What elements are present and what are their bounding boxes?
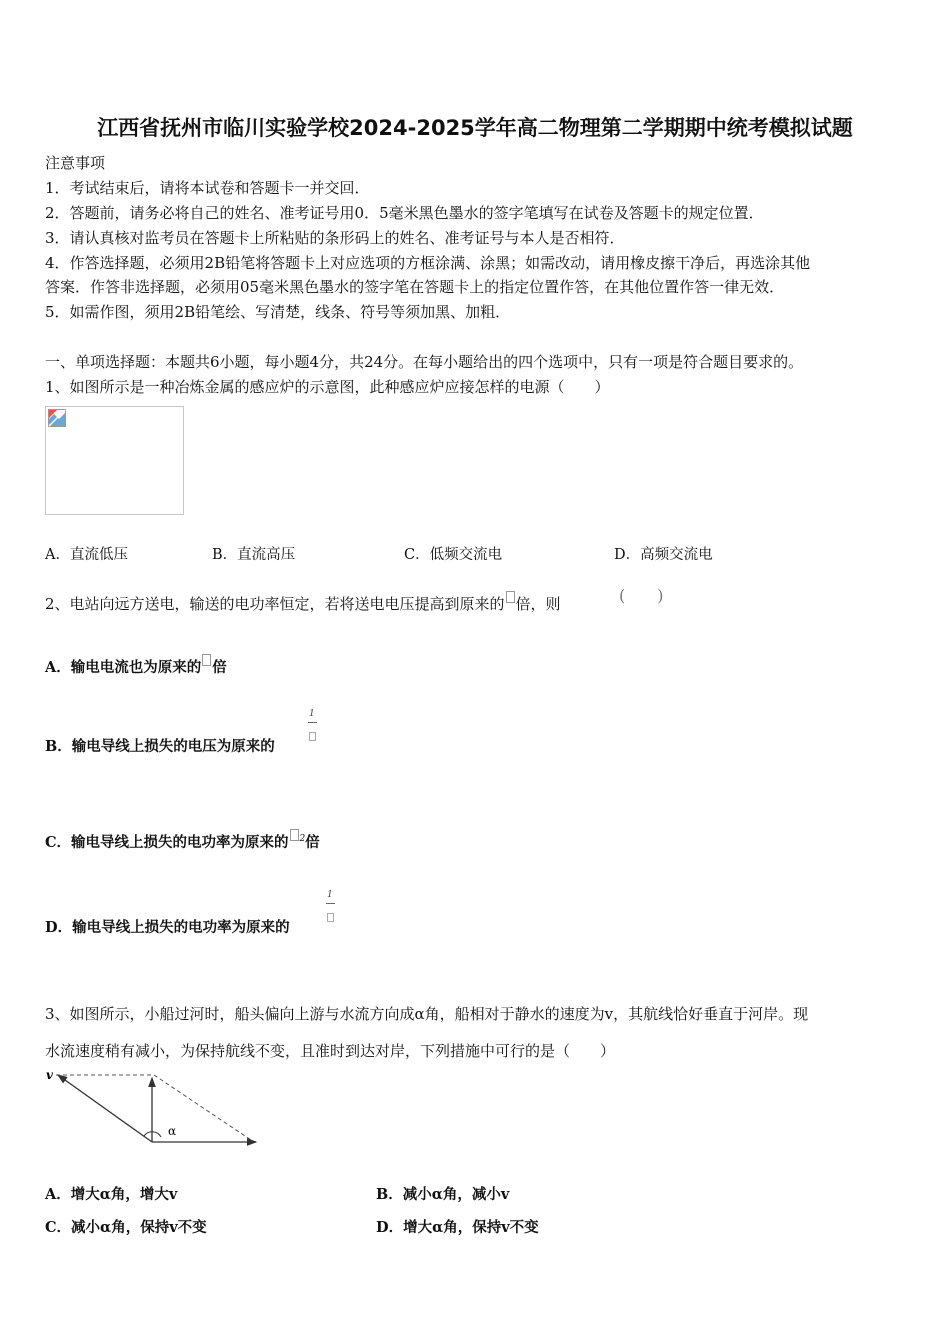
q2-option-b-fraction-num: 1 bbox=[309, 709, 315, 719]
label-v: v bbox=[46, 1068, 53, 1082]
notice-item-2: 2．答题前，请务必将自己的姓名、准考证号用0．5毫米黑色墨水的签字笔填写在试卷及答题卡的规定位置． bbox=[45, 204, 764, 222]
q2-option-c-exponent: 2 bbox=[299, 834, 306, 845]
q2-n-placeholder bbox=[506, 591, 515, 603]
notice-heading: 注意事项 bbox=[45, 154, 106, 172]
q3-stem-line-1: 3、如图所示，小船过河时，船头偏向上游与水流方向成α角，船相对于静水的速度为v，其航线恰好垂直于河岸。现 bbox=[45, 1005, 809, 1023]
q1-option-b: B．直流高压 bbox=[212, 547, 296, 563]
q2-option-d-fraction-num: 1 bbox=[327, 890, 333, 900]
q2-option-b: B．输电导线上损失的电压为原来的 bbox=[45, 738, 275, 755]
q2-option-c-text: C．输电导线上损失的电功率为原来的 bbox=[45, 834, 289, 851]
q2-option-c-suffix: 倍 bbox=[305, 834, 320, 851]
q2-stem-text-a: 2、电站向远方送电，输送的电功率恒定，若将送电电压提高到原来的 bbox=[45, 595, 505, 613]
q3-stem-line-2: 水流速度稍有减小，为保持航线不变，且准时到达对岸，下列措施中可行的是（ ） bbox=[45, 1042, 616, 1060]
q1-stem: 1、如图所示是一种冶炼金属的感应炉的示意图，此种感应炉应接怎样的电源（ ） bbox=[45, 378, 610, 396]
q2-option-c bbox=[45, 829, 320, 852]
notice-item-5: 5．如需作图，须用2B铅笔绘、写清楚，线条、符号等须加黑、加粗． bbox=[45, 303, 511, 321]
q2-option-a bbox=[45, 654, 227, 677]
notice-item-4-cont: 答案．作答非选择题，必须用05毫米黑色墨水的签字笔在答题卡上的指定位置作答，在其他位置作答一律无效． bbox=[45, 278, 785, 296]
q2-option-d-fraction-den bbox=[327, 907, 334, 926]
q1-option-d: D．高频交流电 bbox=[614, 547, 713, 563]
label-alpha: α bbox=[168, 1124, 177, 1138]
q2-stem-text-b: 倍，则 bbox=[515, 595, 561, 613]
q1-option-c: C．低频交流电 bbox=[404, 547, 503, 563]
q2-answer-paren: ( ) bbox=[619, 586, 664, 605]
q2-option-b-fraction-bar bbox=[308, 722, 317, 723]
notice-item-4: 4．作答选择题，必须用2B铅笔将答题卡上对应选项的方框涂满、涂黑；如需改动，请用橡皮擦干净后，再选涂其他 bbox=[45, 254, 811, 272]
q2-option-a-placeholder bbox=[202, 654, 211, 666]
broken-image-icon bbox=[48, 409, 66, 427]
page-title: 江西省抚州市临川实验学校2024-2025学年高二物理第二学期期中统考模拟试题 bbox=[97, 116, 853, 140]
q2-option-a-suffix: 倍 bbox=[212, 659, 227, 676]
q3-option-c: C．减小α角，保持v不变 bbox=[45, 1219, 207, 1236]
q3-velocity-diagram bbox=[44, 1065, 264, 1150]
q3-option-b: B．减小α角，减小v bbox=[376, 1186, 510, 1203]
q3-option-a: A．增大α角，增大v bbox=[45, 1186, 178, 1203]
q2-option-a-text: A．输电电流也为原来的 bbox=[45, 659, 202, 676]
q2-stem bbox=[45, 591, 561, 614]
notice-item-3: 3．请认真核对监考员在答题卡上所粘贴的条形码上的姓名、准考证号与本人是否相符． bbox=[45, 229, 625, 247]
boat-velocity-vector bbox=[58, 1075, 152, 1142]
q3-option-d: D．增大α角，保持v不变 bbox=[376, 1219, 539, 1236]
notice-item-1: 1．考试结束后，请将本试卷和答题卡一并交回． bbox=[45, 179, 370, 197]
section-heading: 一、单项选择题：本题共6小题，每小题4分，共24分。在每小题给出的四个选项中，只有一项是符合题目要求的。 bbox=[45, 353, 804, 371]
q2-option-c-placeholder bbox=[290, 829, 299, 841]
q2-option-b-fraction-den bbox=[309, 726, 316, 745]
q1-figure-placeholder bbox=[45, 406, 184, 515]
q2-option-d-fraction-bar bbox=[326, 903, 335, 904]
q1-option-a: A．直流低压 bbox=[45, 547, 128, 563]
q2-option-d: D．输电导线上损失的电功率为原来的 bbox=[45, 919, 290, 936]
